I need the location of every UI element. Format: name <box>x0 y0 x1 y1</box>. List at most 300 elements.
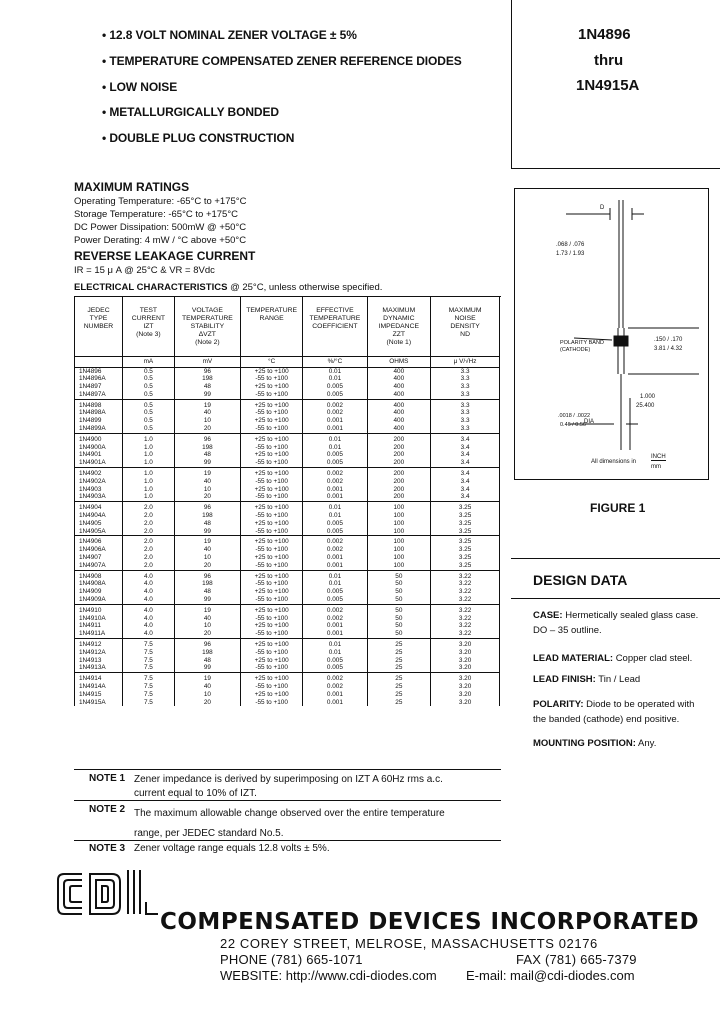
table-cell: 1N4906A <box>75 546 123 554</box>
table-cell: 50 <box>367 570 431 580</box>
fig-units-note: All dimensions in <box>591 459 637 465</box>
table-cell: 3.4 <box>431 444 500 452</box>
col-dynamic-impedance-header <box>367 297 431 356</box>
table-cell: 3.22 <box>431 596 500 604</box>
table-cell: 200 <box>367 451 431 459</box>
table-row <box>75 512 500 520</box>
table-cell: 99 <box>174 391 240 399</box>
design-lead-material <box>533 651 713 666</box>
table-cell: 20 <box>174 425 240 433</box>
table-cell: 19 <box>174 399 240 409</box>
feature-line-4: • METALLURGICALLY BONDED <box>102 105 279 119</box>
table-cell: +25 to +100 <box>240 657 302 665</box>
feature-line-1: • 12.8 VOLT NOMINAL ZENER VOLTAGE ± 5% <box>102 28 357 42</box>
table-cell: 0.001 <box>303 622 367 630</box>
note-3-label: NOTE 3 <box>89 843 126 854</box>
table-cell: 19 <box>174 468 240 478</box>
table-cell: -55 to +100 <box>240 425 302 433</box>
table-cell: 1N4900A <box>75 444 123 452</box>
cdi-logo <box>54 866 164 922</box>
header-line: COEFFICIENT <box>312 323 358 330</box>
table-cell: 96 <box>174 639 240 649</box>
table-cell: 3.25 <box>431 554 500 562</box>
table-cell: 40 <box>174 683 240 691</box>
table-cell: 0.5 <box>122 367 174 375</box>
table-cell: 0.002 <box>303 673 367 683</box>
table-cell: 0.01 <box>303 433 367 443</box>
table-cell: 1N4901A <box>75 459 123 467</box>
note-1-label: NOTE 1 <box>89 773 126 784</box>
table-cell: 0.01 <box>303 375 367 383</box>
table-cell: 0.001 <box>303 630 367 638</box>
table-cell: 25 <box>367 699 431 707</box>
table-cell: 3.22 <box>431 630 500 638</box>
table-cell: 50 <box>367 615 431 623</box>
feature-line-2: • TEMPERATURE COMPENSATED ZENER REFERENCE DIODES <box>102 54 462 68</box>
header-line: TEMPERATURE <box>246 307 298 314</box>
table-cell: -55 to +100 <box>240 409 302 417</box>
table-cell: 200 <box>367 468 431 478</box>
header-bottom-rule <box>511 168 720 169</box>
unit-cell: OHMS <box>367 356 431 367</box>
table-cell: +25 to +100 <box>240 604 302 614</box>
table-cell: 0.001 <box>303 691 367 699</box>
table-row <box>75 391 500 399</box>
table-cell: 10 <box>174 417 240 425</box>
table-cell: 19 <box>174 673 240 683</box>
table-cell: 50 <box>367 588 431 596</box>
table-cell: +25 to +100 <box>240 399 302 409</box>
table-row <box>75 630 500 638</box>
unit-cell: μ V/√Hz <box>431 356 500 367</box>
table-row <box>75 425 500 433</box>
table-cell: 198 <box>174 580 240 588</box>
table-cell: 48 <box>174 451 240 459</box>
table-cell: +25 to +100 <box>240 622 302 630</box>
header-line: NOISE <box>454 315 476 322</box>
table-row <box>75 409 500 417</box>
table-cell: 0.001 <box>303 493 367 501</box>
table-cell: -55 to +100 <box>240 528 302 536</box>
design-data-title-rule <box>511 598 720 599</box>
table-cell: 198 <box>174 649 240 657</box>
note-3-text: Zener voltage range equals 12.8 volts ± 5%. <box>134 843 330 854</box>
table-cell: 1N4902A <box>75 478 123 486</box>
design-polarity-text: Diode to be operated with the banded (cathode) end positive. <box>533 699 695 725</box>
table-cell: 400 <box>367 391 431 399</box>
table-cell: 0.005 <box>303 520 367 528</box>
table-row <box>75 639 500 649</box>
design-polarity-label: POLARITY: <box>533 699 584 710</box>
table-cell: 99 <box>174 528 240 536</box>
table-cell: 0.01 <box>303 570 367 580</box>
table-row <box>75 536 500 546</box>
header-line: DENSITY <box>450 323 480 330</box>
table-cell: 3.4 <box>431 486 500 494</box>
col-test-current-header <box>122 297 174 356</box>
table-cell: 0.001 <box>303 562 367 570</box>
header-divider <box>511 0 512 168</box>
table-cell: 25 <box>367 673 431 683</box>
company-address: 22 COREY STREET, MELROSE, MASSACHUSETTS 02176 <box>220 936 598 951</box>
table-cell: 3.20 <box>431 691 500 699</box>
table-cell: +25 to +100 <box>240 673 302 683</box>
table-cell: 1N4912 <box>75 639 123 649</box>
table-cell: 3.4 <box>431 478 500 486</box>
table-cell: 96 <box>174 502 240 512</box>
table-cell: 50 <box>367 622 431 630</box>
table-cell: 1.0 <box>122 451 174 459</box>
feature-line-5: • DOUBLE PLUG CONSTRUCTION <box>102 131 295 145</box>
table-cell: 0.001 <box>303 699 367 707</box>
design-data-title: DESIGN DATA <box>533 572 628 588</box>
fig-label-lead-dia: .0018 / .0022 <box>558 413 591 419</box>
reverse-leakage-line: IR = 15 μ A @ 25°C & VR = 8Vdc <box>74 265 215 276</box>
table-cell: 1N4910 <box>75 604 123 614</box>
table-cell: 99 <box>174 596 240 604</box>
table-cell: 0.005 <box>303 391 367 399</box>
table-cell: 50 <box>367 580 431 588</box>
company-fax: FAX (781) 665-7379 <box>516 952 637 967</box>
table-cell: 0.01 <box>303 367 367 375</box>
table-cell: 96 <box>174 367 240 375</box>
table-cell: 0.5 <box>122 391 174 399</box>
col-voltage-stability-header <box>174 297 240 356</box>
table-cell: +25 to +100 <box>240 468 302 478</box>
table-cell: 3.20 <box>431 639 500 649</box>
table-cell: 4.0 <box>122 588 174 596</box>
table-cell: +25 to +100 <box>240 570 302 580</box>
table-cell: 3.3 <box>431 399 500 409</box>
table-cell: 0.005 <box>303 657 367 665</box>
table-cell: 100 <box>367 554 431 562</box>
table-cell: 7.5 <box>122 673 174 683</box>
table-row <box>75 486 500 494</box>
table-cell: 1N4915 <box>75 691 123 699</box>
table-cell: 1N4913 <box>75 657 123 665</box>
table-cell: 3.22 <box>431 570 500 580</box>
table-cell: +25 to +100 <box>240 536 302 546</box>
table-cell: 0.5 <box>122 409 174 417</box>
electrical-heading <box>74 282 382 293</box>
header-line: TEMPERATURE <box>309 315 361 322</box>
table-cell: 1N4905A <box>75 528 123 536</box>
table-cell: 7.5 <box>122 639 174 649</box>
table-cell: 1.0 <box>122 433 174 443</box>
table-row <box>75 562 500 570</box>
table-cell: +25 to +100 <box>240 367 302 375</box>
header-line: TEMPERATURE <box>181 315 233 322</box>
table-cell: -55 to +100 <box>240 444 302 452</box>
table-cell: 1N4902 <box>75 468 123 478</box>
table-cell: 400 <box>367 383 431 391</box>
table-cell: 96 <box>174 433 240 443</box>
table-cell: 1N4899 <box>75 417 123 425</box>
table-row <box>75 375 500 383</box>
note-1-text: Zener impedance is derived by superimposing on IZT A 60Hz rms a.c. current equal to 10% of IZT. <box>134 774 443 799</box>
table-cell: 7.5 <box>122 657 174 665</box>
table-row <box>75 683 500 691</box>
table-cell: 7.5 <box>122 649 174 657</box>
table-cell: 20 <box>174 562 240 570</box>
table-cell: 1N4896 <box>75 367 123 375</box>
rating-operating-temp: Operating Temperature: -65°C to +175°C <box>74 196 247 207</box>
feature-line-3: • LOW NOISE <box>102 80 178 94</box>
fig-label-body-dims-mm: 1.73 / 1.93 <box>556 251 585 257</box>
part-number-first: 1N4896 <box>578 26 631 43</box>
table-cell: 2.0 <box>122 554 174 562</box>
header-line: NUMBER <box>83 323 114 330</box>
table-cell: +25 to +100 <box>240 639 302 649</box>
table-cell: 0.002 <box>303 604 367 614</box>
table-cell: 0.01 <box>303 580 367 588</box>
header-line: (Note 2) <box>195 339 220 346</box>
table-cell: 0.005 <box>303 459 367 467</box>
table-cell: 0.5 <box>122 383 174 391</box>
design-mounting-text: Any. <box>638 738 657 749</box>
table-cell: 0.002 <box>303 409 367 417</box>
notes-rule-3 <box>74 840 501 841</box>
table-cell: -55 to +100 <box>240 664 302 672</box>
table-cell: 3.22 <box>431 580 500 588</box>
header-line: EFFECTIVE <box>316 307 354 314</box>
table-row <box>75 649 500 657</box>
design-lead-finish-text: Tin / Lead <box>598 674 641 685</box>
note-2-label: NOTE 2 <box>89 804 126 815</box>
table-row <box>75 699 500 707</box>
design-mounting-label: MOUNTING POSITION: <box>533 738 636 749</box>
part-number-last: 1N4915A <box>576 77 640 94</box>
table-cell: 50 <box>367 596 431 604</box>
table-cell: 1N4911 <box>75 622 123 630</box>
table-row <box>75 622 500 630</box>
rating-storage-temp: Storage Temperature: -65°C to +175°C <box>74 209 239 220</box>
table-row <box>75 468 500 478</box>
table-cell: 0.002 <box>303 478 367 486</box>
table-row <box>75 570 500 580</box>
table-cell: 400 <box>367 399 431 409</box>
table-cell: 7.5 <box>122 683 174 691</box>
table-cell: 3.22 <box>431 615 500 623</box>
table-cell: -55 to +100 <box>240 459 302 467</box>
rating-power-dissipation: DC Power Dissipation: 500mW @ +50°C <box>74 222 247 233</box>
table-cell: -55 to +100 <box>240 512 302 520</box>
max-ratings-title: MAXIMUM RATINGS <box>74 180 190 194</box>
table-cell: 1N4896A <box>75 375 123 383</box>
fig-label-length-dims: .150 / .170 <box>654 337 683 343</box>
table-cell: 100 <box>367 502 431 512</box>
table-cell: 2.0 <box>122 528 174 536</box>
table-row <box>75 615 500 623</box>
col-jedec-header <box>75 297 123 356</box>
table-cell: +25 to +100 <box>240 433 302 443</box>
table-cell: 0.5 <box>122 417 174 425</box>
table-cell: 3.4 <box>431 451 500 459</box>
table-cell: -55 to +100 <box>240 493 302 501</box>
table-cell: +25 to +100 <box>240 520 302 528</box>
table-cell: 0.005 <box>303 528 367 536</box>
col-temp-coeff-header <box>303 297 367 356</box>
fig-label-d: D <box>600 205 605 211</box>
header-line: (Note 1) <box>386 339 412 346</box>
table-cell: 0.005 <box>303 664 367 672</box>
table-cell: 1N4903 <box>75 486 123 494</box>
table-cell: 1N4900 <box>75 433 123 443</box>
table-cell: 1N4898 <box>75 399 123 409</box>
table-cell: 400 <box>367 375 431 383</box>
table-cell: -55 to +100 <box>240 580 302 588</box>
table-cell: -55 to +100 <box>240 375 302 383</box>
col-noise-density-header <box>431 297 500 356</box>
table-cell: 0.5 <box>122 399 174 409</box>
table-cell: 1.0 <box>122 486 174 494</box>
company-phone: PHONE (781) 665-1071 <box>220 952 363 967</box>
table-cell: 3.3 <box>431 391 500 399</box>
table-cell: 400 <box>367 425 431 433</box>
table-cell: 4.0 <box>122 630 174 638</box>
table-cell: 0.01 <box>303 512 367 520</box>
table-cell: 3.20 <box>431 699 500 707</box>
table-cell: 1N4897 <box>75 383 123 391</box>
table-cell: +25 to +100 <box>240 451 302 459</box>
table-cell: 0.002 <box>303 468 367 478</box>
table-cell: 100 <box>367 546 431 554</box>
electrical-characteristics-table <box>74 297 500 706</box>
table-cell: +25 to +100 <box>240 383 302 391</box>
electrical-heading-bold: ELECTRICAL CHARACTERISTICS <box>74 282 228 293</box>
fig-unit-inch: INCH <box>651 454 666 460</box>
table-cell: 400 <box>367 417 431 425</box>
rating-power-derating: Power Derating: 4 mW / °C above +50°C <box>74 235 247 246</box>
table-cell: 48 <box>174 588 240 596</box>
table-cell: 20 <box>174 493 240 501</box>
table-cell: 0.5 <box>122 375 174 383</box>
table-cell: 0.005 <box>303 596 367 604</box>
table-row <box>75 528 500 536</box>
table-cell: 3.22 <box>431 604 500 614</box>
header-line: VOLTAGE <box>191 307 223 314</box>
notes-rule-1 <box>74 769 501 770</box>
table-cell: 1N4914A <box>75 683 123 691</box>
max-ratings-list <box>74 195 246 247</box>
table-cell: 0.005 <box>303 588 367 596</box>
table-row <box>75 546 500 554</box>
table-cell: 1.0 <box>122 493 174 501</box>
table-cell: 200 <box>367 478 431 486</box>
table-cell: 3.22 <box>431 622 500 630</box>
company-website: WEBSITE: http://www.cdi-diodes.com <box>220 968 437 983</box>
header-line: IMPEDANCE <box>378 323 420 330</box>
design-lead-material-label: LEAD MATERIAL: <box>533 653 614 664</box>
table-cell: 0.001 <box>303 486 367 494</box>
table-cell: 2.0 <box>122 502 174 512</box>
table-cell: 25 <box>367 664 431 672</box>
table-cell: 99 <box>174 664 240 672</box>
table-cell: 1N4910A <box>75 615 123 623</box>
table-cell: 2.0 <box>122 520 174 528</box>
table-cell: 2.0 <box>122 562 174 570</box>
fig-label-length-dims-mm: 3.81 / 4.32 <box>654 346 683 352</box>
table-cell: 200 <box>367 433 431 443</box>
design-polarity <box>533 697 703 727</box>
table-row <box>75 588 500 596</box>
table-cell: 40 <box>174 546 240 554</box>
table-cell: 0.01 <box>303 639 367 649</box>
table-row <box>75 691 500 699</box>
fig-label-lead-length-mm: 25.400 <box>636 403 655 409</box>
table-cell: +25 to +100 <box>240 417 302 425</box>
table-cell: 0.005 <box>303 383 367 391</box>
table-cell: 3.25 <box>431 502 500 512</box>
table-cell: 1.0 <box>122 459 174 467</box>
table-cell: 3.20 <box>431 673 500 683</box>
table-cell: 96 <box>174 570 240 580</box>
header-line: CURRENT <box>131 315 166 322</box>
header-line: TYPE <box>89 315 108 322</box>
table-cell: 7.5 <box>122 664 174 672</box>
table-row <box>75 399 500 409</box>
unit-cell <box>75 356 123 367</box>
table-cell: 1N4912A <box>75 649 123 657</box>
table-cell: 0.002 <box>303 399 367 409</box>
table-cell: -55 to +100 <box>240 699 302 707</box>
table-cell: 0.002 <box>303 536 367 546</box>
table-cell: 3.4 <box>431 459 500 467</box>
unit-cell: mA <box>122 356 174 367</box>
table-row <box>75 444 500 452</box>
table-cell: 0.5 <box>122 425 174 433</box>
table-row <box>75 383 500 391</box>
table-cell: 1N4911A <box>75 630 123 638</box>
fig-label-lead-length: 1.000 <box>640 394 656 400</box>
table-cell: 4.0 <box>122 604 174 614</box>
table-row <box>75 657 500 665</box>
table-cell: 1.0 <box>122 444 174 452</box>
header-line: STABILITY <box>190 323 225 330</box>
table-cell: +25 to +100 <box>240 691 302 699</box>
table-cell: 1N4904 <box>75 502 123 512</box>
table-cell: 0.01 <box>303 649 367 657</box>
table-cell: 3.3 <box>431 425 500 433</box>
table-cell: 3.25 <box>431 512 500 520</box>
table-cell: 400 <box>367 409 431 417</box>
table-cell: 25 <box>367 683 431 691</box>
table-cell: -55 to +100 <box>240 596 302 604</box>
table-cell: 100 <box>367 562 431 570</box>
table-cell: 25 <box>367 691 431 699</box>
header-line: TEST <box>139 307 158 314</box>
header-line: DYNAMIC <box>383 315 415 322</box>
table-cell: -55 to +100 <box>240 562 302 570</box>
table-cell: 3.22 <box>431 588 500 596</box>
header-line: MAXIMUM <box>382 307 416 314</box>
table-row <box>75 433 500 443</box>
col-temp-range-header <box>240 297 302 356</box>
table-cell: 3.4 <box>431 433 500 443</box>
table-cell: -55 to +100 <box>240 615 302 623</box>
table-cell: 1N4908 <box>75 570 123 580</box>
table-row <box>75 478 500 486</box>
design-mounting <box>533 736 708 751</box>
table-cell: 4.0 <box>122 596 174 604</box>
table-cell: 7.5 <box>122 691 174 699</box>
table-cell: 10 <box>174 486 240 494</box>
table-cell: 3.3 <box>431 375 500 383</box>
table-cell: 1N4899A <box>75 425 123 433</box>
diode-outline-drawing <box>514 188 708 480</box>
design-lead-finish-label: LEAD FINISH: <box>533 674 596 685</box>
table-cell: 400 <box>367 367 431 375</box>
